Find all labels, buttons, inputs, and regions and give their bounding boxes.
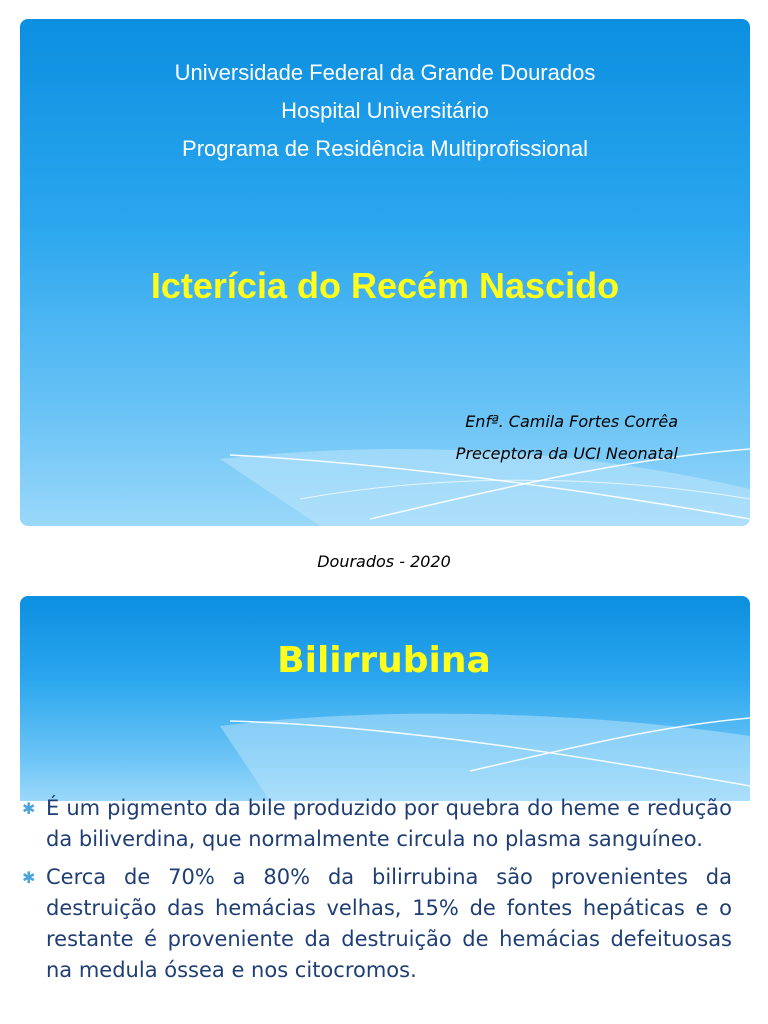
bullet-text: Cerca de 70% a 80% da bilirrubina são provenientes da destruição das hemácias velhas, 15% de fontes hepáticas e o restante é proveniente da destruição de hemácias defeituosas na medula óssea e nos citocromos. — [46, 865, 732, 982]
institution-line: Hospital Universitário — [281, 98, 489, 123]
author-role: Preceptora da UCI Neonatal — [455, 444, 678, 463]
bullet-list — [22, 793, 732, 993]
asterisk-bullet-icon: ✱ — [22, 799, 36, 818]
institution-line: Universidade Federal da Grande Dourados — [174, 60, 596, 85]
slide-title: Icterícia do Recém Nascido — [150, 265, 620, 306]
date-caption: Dourados - 2020 — [317, 552, 451, 571]
decorative-waves — [20, 596, 750, 801]
content-slide-header — [20, 596, 750, 801]
list-item — [22, 793, 732, 855]
bullet-text: É um pigmento da bile produzido por quebra do heme e redução da biliverdina, que normalmente circula no plasma sanguíneo. — [46, 796, 732, 851]
institution-line: Programa de Residência Multiprofissional — [182, 136, 588, 161]
asterisk-bullet-icon: ✱ — [22, 868, 36, 887]
slide-title: Bilirrubina — [277, 640, 491, 681]
author-name: Enfª. Camila Fortes Corrêa — [465, 412, 678, 431]
title-slide — [20, 19, 750, 526]
list-item — [22, 862, 732, 986]
